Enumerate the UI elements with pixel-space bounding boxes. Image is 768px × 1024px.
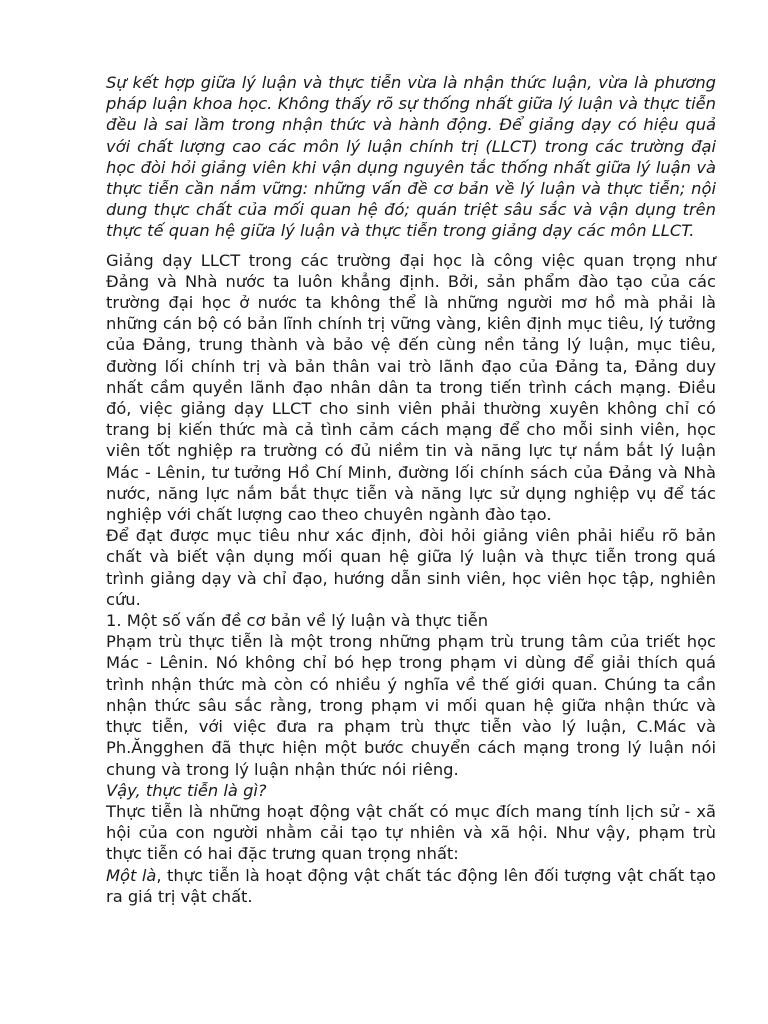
intro-paragraph: Sự kết hợp giữa lý luận và thực tiễn vừa là nhận thức luận, vừa là phương pháp luận khoa học. Không thấy rõ sự thống nhất giữa lý luận và thực tiễn đều là sai lầm trong nhận thức và hành động. Để giảng dạy có hiệu quả với chất lượng cao các môn lý luận chính trị (LLCT) trong các trường đại học đòi hỏi giảng viên khi vận dụng nguyên tắc thống nhất giữa lý luận và thực tiễn cần nắm vững: những vấn đề cơ bản về lý luận và thực tiễn; nội dung thực chất của mối quan hệ đó; quán triệt sâu sắc và vận dụng trên thực tế quan hệ giữa lý luận và thực tiễn trong giảng dạy các môn LLCT.: [106, 73, 716, 241]
question-line: Vậy, thực tiễn là gì?: [106, 780, 267, 800]
point-1-text: , thực tiễn là hoạt động vật chất tác động lên đối tượng vật chất tạo ra giá trị vật chất.: [106, 865, 716, 906]
document-page: [106, 72, 716, 907]
point-1-lead: Một là: [106, 865, 157, 885]
section-heading-1: 1. Một số vấn đề cơ bản về lý luận và thực tiễn: [106, 611, 489, 631]
body-paragraph-1: Giảng dạy LLCT trong các trường đại học là công việc quan trọng như Đảng và Nhà nước ta luôn khẳng định. Bởi, sản phẩm đào tạo của các trường đại học ở nước ta không thể là những người mơ hồ mà phải là những cán bộ có bản lĩnh chính trị vững vàng, kiên định mục tiêu, lý tưởng của Đảng, trung thành và bảo vệ đến cùng nền tảng lý luận, mục tiêu, đường lối chính trị và bản thân vai trò lãnh đạo của Đảng ta, Đảng duy nhất cầm quyền lãnh đạo nhân dân ta trong tiến trình cách mạng. Điều đó, việc giảng dạy LLCT cho sinh viên phải thường xuyên không chỉ có trang bị kiến thức mà cả tình cảm cách mạng để cho mỗi sinh viên, học viên tốt nghiệp ra trường có đủ niềm tin và năng lực tự nắm bắt lý luận Mác - Lênin, tư tưởng Hồ Chí Minh, đường lối chính sách của Đảng và Nhà nước, năng lực nắm bắt thực tiễn và năng lực sử dụng nghiệp vụ để tác nghiệp với chất lượng cao theo chuyên ngành đào tạo.: [106, 250, 716, 525]
body-paragraph-2: Để đạt được mục tiêu như xác định, đòi hỏi giảng viên phải hiểu rõ bản chất và biết vận dụng mối quan hệ giữa lý luận và thực tiễn trong quá trình giảng dạy và chỉ đạo, hướng dẫn sinh viên, học viên học tập, nghiên cứu.: [106, 526, 716, 609]
body-paragraph-3: Phạm trù thực tiễn là một trong những phạm trù trung tâm của triết học Mác - Lênin. Nó không chỉ bó hẹp trong phạm vi dùng để giải thích quá trình nhận thức mà còn có nhiều ý nghĩa về thế giới quan. Chúng ta cần nhận thức sâu sắc rằng, trong phạm vi mối quan hệ giữa nhận thức và thực tiễn, với việc đưa ra phạm trù thực tiễn vào lý luận, C.Mác và Ph.Ăngghen đã thực hiện một bước chuyển cách mạng trong lý luận nói chung và trong lý luận nhận thức nói riêng.: [106, 632, 716, 779]
point-1-paragraph: [106, 865, 716, 907]
body-paragraph-4: Thực tiễn là những hoạt động vật chất có mục đích mang tính lịch sử - xã hội của con người nhằm cải tạo tự nhiên và xã hội. Như vậy, phạm trù thực tiễn có hai đặc trưng quan trọng nhất:: [106, 801, 716, 864]
